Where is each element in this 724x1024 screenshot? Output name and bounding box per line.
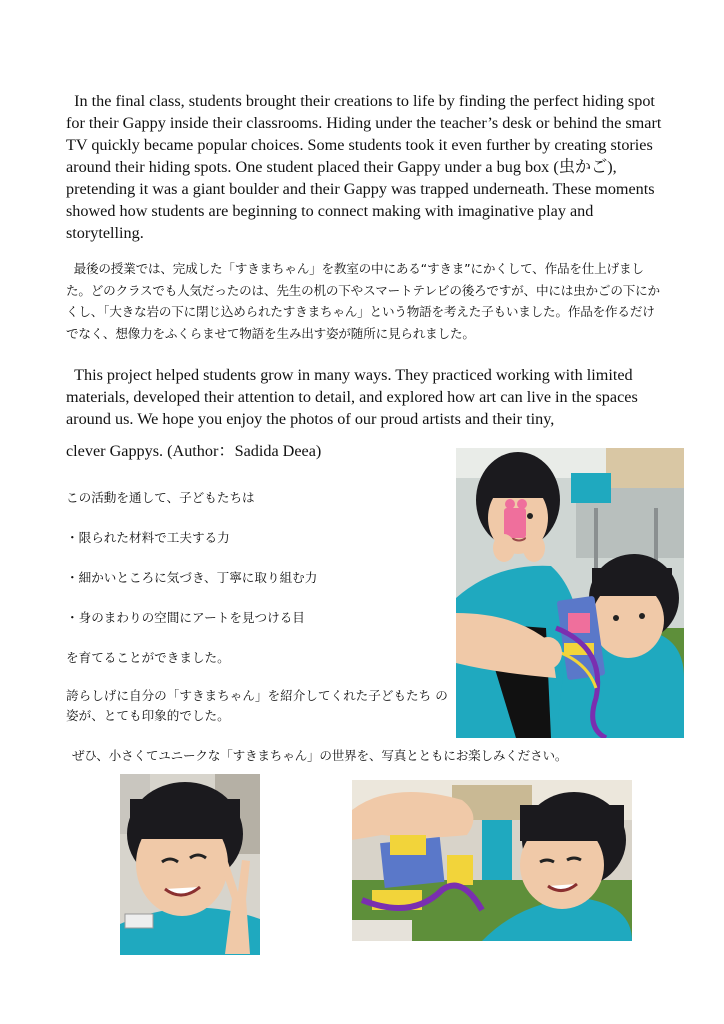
closing-text: 誇らしげに自分の「すきまちゃん」を紹介してくれた子どもたち の姿が、とても印象的でした。 xyxy=(66,688,448,723)
final-line: ぜひ、小さくてユニークな「すきまちゃん」の世界を、写真とともにお楽しみください。 xyxy=(72,748,568,763)
photo-boy-peace-sign xyxy=(120,774,260,955)
list-outro: を育てることができました。 xyxy=(66,650,230,665)
japanese-paragraph-1: 最後の授業では、完成した「すきまちゃん」を教室の中にある“すきま”にかくして、作品を仕上げました。どのクラスでも人気だったのは、先生の机の下やスマートテレビの後ろですが、中には虫かごの下にかくし、「大きな岩の下に閉じ込められたすきまちゃん」という物語を考えた子もいました。作品を作るだけでなく、想像力をふくらませて物語を生み出す姿が随所に見られました。 xyxy=(66,261,660,341)
photo-boy-holding-craft xyxy=(352,780,632,941)
english-paragraph-2-author: clever Gappys. (Author：Sadida Deea) xyxy=(66,442,322,460)
english-paragraph-2: This project helped students grow in many ways. They practiced working with limited materials, developed their attention to detail, and explored how art can live in the spaces around us. We hope you enjoy the photos of our proud artists and their tiny, xyxy=(66,366,638,428)
english-paragraph-1: In the final class, students brought their creations to life by finding the perfect hiding spot for their Gappy inside their classrooms. Hiding under the teacher’s desk or behind the smart TV quickly became popular choices. Some students took it even further by creating stories around their hiding spots. One student placed their Gappy under a bug box (虫かご), pretending it was a giant boulder and their Gappy was trapped underneath. These moments showed how students are beginning to connect making with imaginative play and storytelling. xyxy=(66,92,662,242)
list-item-3: ・身のまわりの空間にアートを見つける目 xyxy=(66,610,305,625)
list-item-2: ・細かいところに気づき、丁寧に取り組む力 xyxy=(66,570,318,585)
list-item-1: ・限られた材料で工夫する力 xyxy=(66,530,230,545)
list-intro: この活動を通して、子どもたちは xyxy=(66,490,255,505)
photo-children-with-crafts xyxy=(456,448,684,738)
